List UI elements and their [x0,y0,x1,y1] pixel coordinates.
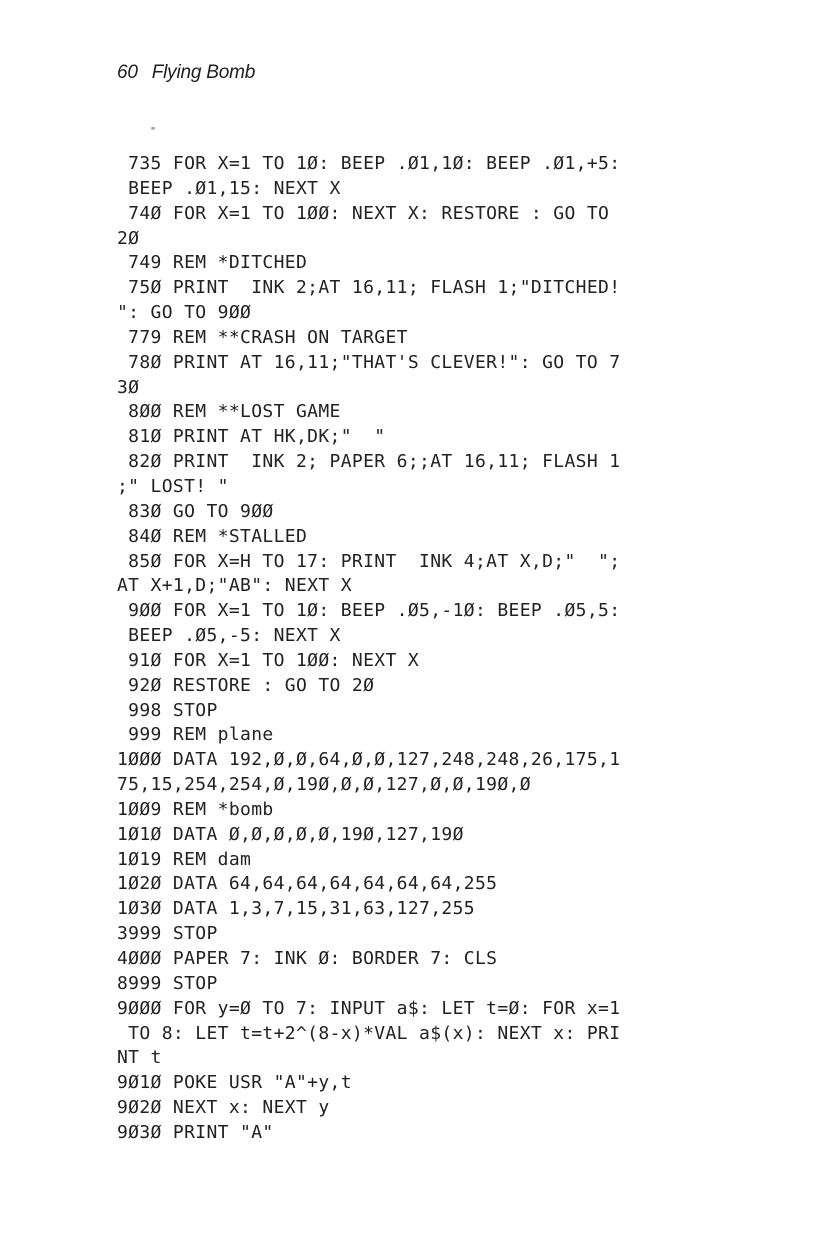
code-line: AT X+1,D;"AB": NEXT X [117,575,352,597]
code-line: 749 REM *DITCHED [117,252,308,274]
code-line: 85Ø FOR X=H TO 17: PRINT INK 4;AT X,D;" "; [117,550,621,572]
code-line: 1Ø2Ø DATA 64,64,64,64,64,64,64,255 [117,873,498,895]
code-line: 81Ø PRINT AT HK,DK;" " [117,426,386,448]
code-line: 1Ø1Ø DATA Ø,Ø,Ø,Ø,Ø,19Ø,127,19Ø [117,823,464,845]
code-line: 84Ø REM *STALLED [117,525,308,547]
code-line: 9Ø2Ø NEXT x: NEXT y [117,1097,330,1119]
code-line: 779 REM **CRASH ON TARGET [117,326,408,348]
page-number: 60 [117,62,138,83]
code-line: 78Ø PRINT AT 16,11;"THAT'S CLEVER!": GO TO 7 [117,351,621,373]
code-line: 9Ø3Ø PRINT "A" [117,1121,274,1143]
chapter-title: Flying Bomb [151,62,256,83]
code-line: 75Ø PRINT INK 2;AT 16,11; FLASH 1;"DITCHED! [117,277,621,299]
code-line: 1ØØØ DATA 192,Ø,Ø,64,Ø,Ø,127,248,248,26,175,1 [117,749,621,771]
code-line: BEEP .Ø5,-5: NEXT X [117,625,341,647]
code-line: 83Ø GO TO 9ØØ [117,500,274,522]
code-line: 4ØØØ PAPER 7: INK Ø: BORDER 7: CLS [117,948,498,969]
code-line: 2Ø [117,227,140,249]
code-line: 998 STOP [117,699,218,721]
code-line: 91Ø FOR X=1 TO 1ØØ: NEXT X [117,649,420,671]
code-line: TO 8: LET t=t+2^(8-x)*VAL a$(x): NEXT x: PRI [117,1022,621,1044]
code-line: 75,15,254,254,Ø,19Ø,Ø,Ø,127,Ø,Ø,19Ø,Ø [117,774,531,796]
code-line: 74Ø FOR X=1 TO 1ØØ: NEXT X: RESTORE : GO TO [117,202,610,224]
code-line: 999 REM plane [117,724,274,746]
code-line: 9ØØØ FOR y=Ø TO 7: INPUT a$: LET t=Ø: FOR x=1 [117,997,621,1019]
code-line: 1ØØ9 REM *bomb [117,798,274,820]
code-line: 735 FOR X=1 TO 1Ø: BEEP .Ø1,1Ø: BEEP .Ø1,+5: [117,153,621,174]
stray-mark: " [150,126,157,137]
code-line: 9Ø1Ø POKE USR "A"+y,t [117,1072,352,1094]
code-line: ": GO TO 9ØØ [117,302,252,324]
code-listing [117,152,620,1146]
code-line: 3Ø [117,376,140,398]
code-line: 8ØØ REM **LOST GAME [117,401,341,423]
code-line: 82Ø PRINT INK 2; PAPER 6;;AT 16,11; FLASH 1 [117,451,621,473]
page-header [117,62,255,84]
code-line: 3999 STOP [117,923,218,945]
code-line: 9ØØ FOR X=1 TO 1Ø: BEEP .Ø5,-1Ø: BEEP .Ø5,5: [117,600,621,622]
code-line: ;" LOST! " [117,475,229,497]
code-line: 1Ø19 REM dam [117,848,252,870]
code-line: NT t [117,1047,162,1069]
code-line: 1Ø3Ø DATA 1,3,7,15,31,63,127,255 [117,898,475,920]
code-line: 8999 STOP [117,972,218,994]
code-line: 92Ø RESTORE : GO TO 2Ø [117,674,375,696]
code-line: BEEP .Ø1,15: NEXT X [117,177,341,199]
